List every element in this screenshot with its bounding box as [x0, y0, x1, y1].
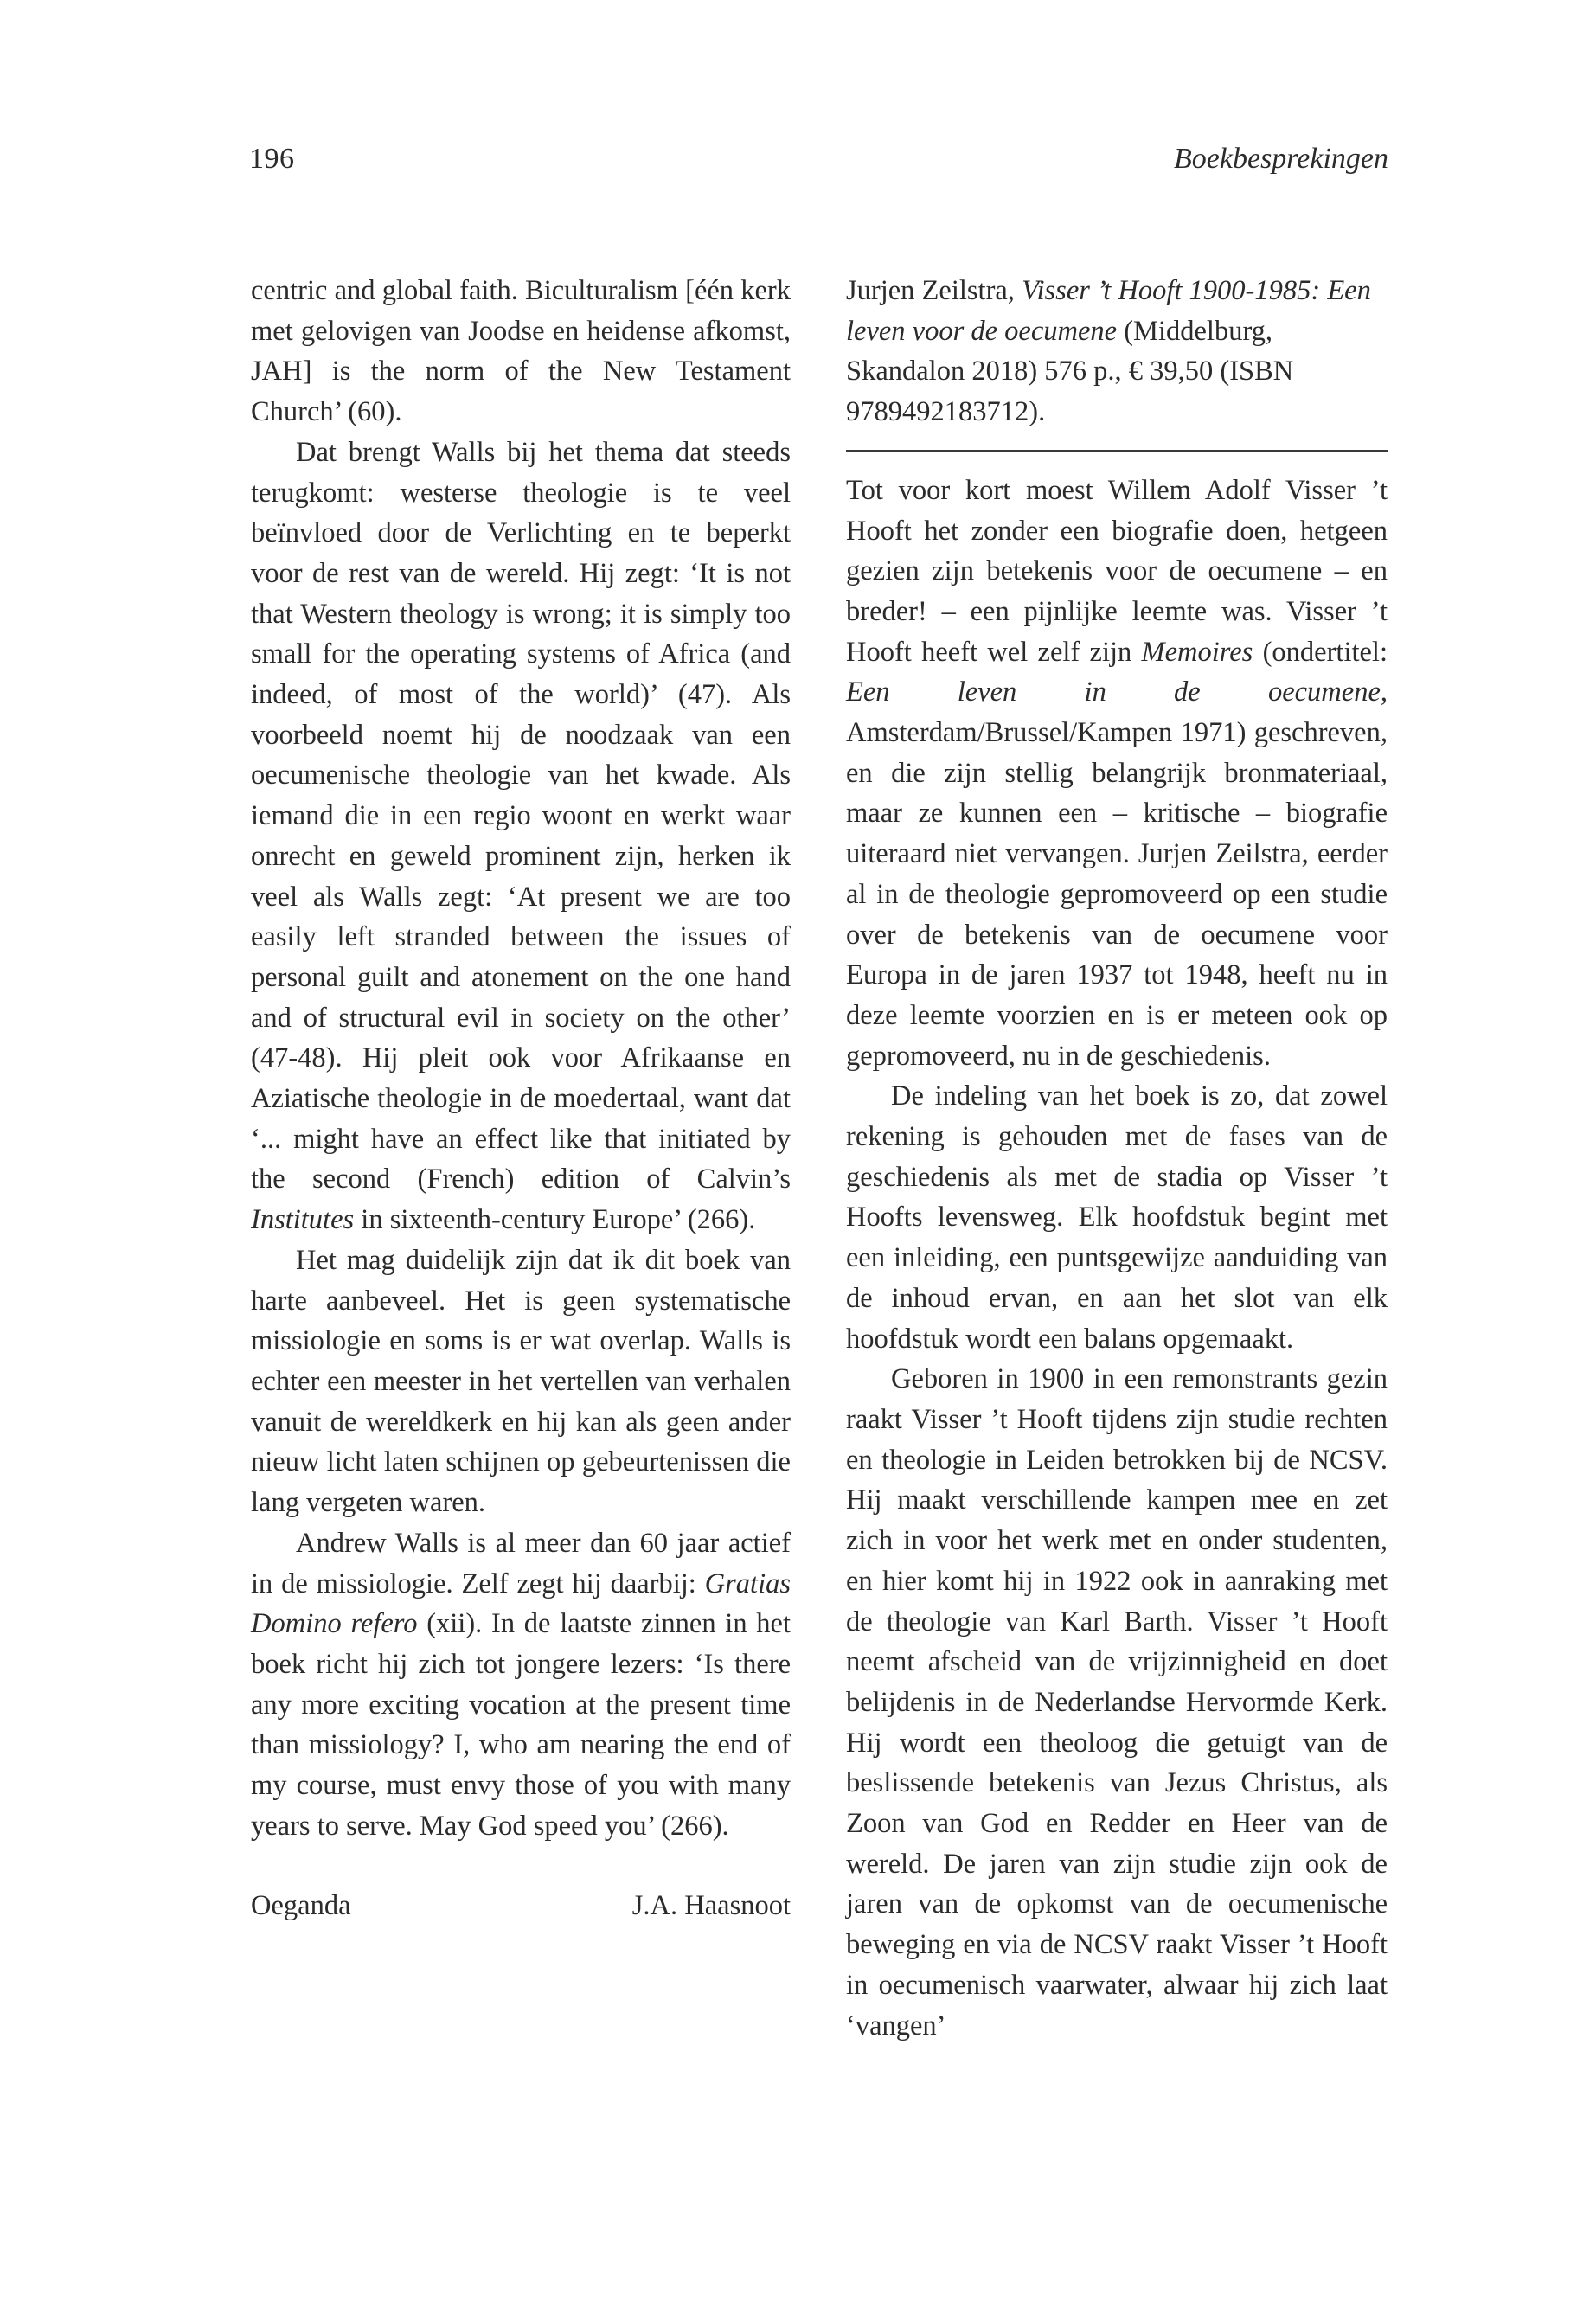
paragraph	[846, 471, 1388, 1077]
left-column	[251, 271, 791, 1926]
right-column	[846, 271, 1388, 2046]
italic-quote: Gratias Domino refero	[251, 1567, 791, 1640]
italic-title: Institutes	[251, 1204, 355, 1236]
book-reference	[846, 271, 1388, 433]
paragraph-text: (ondertitel:	[1253, 636, 1388, 668]
paragraph: Geboren in 1900 in een remonstrants gezin raakt Visser ’t Hooft tijdens zijn studie rechten en theologie in Leiden betrokken bij de NCSV. Hij maakt verschillende kampen mee en zet zich in voor het werk met en onder studenten, en hier komt hij in 1922 ook in aanraking met de theologie van Karl Barth. Visser ’t Hooft neemt afscheid van de vrijzinnigheid en doet belijdenis in de Nederlandse Hervormde Kerk. Hij wordt een theoloog die getuigt van de beslissende betekenis van Jezus Christus, als Zoon van God en Redder en Heer van de wereld. De jaren van zijn studie zijn ook de jaren van de opkomst van de oecumenische beweging en via de NCSV raakt Visser ’t Hooft in oecumenisch vaarwater, alwaar hij zich laat ‘vangen’	[846, 1363, 1388, 2041]
signature-author: J.A. Haasnoot	[631, 1890, 791, 1922]
paragraph	[251, 433, 791, 1240]
paragraph-text: (xii). In de laatste zinnen in het boek richt hij zich tot jongere lezers: ‘Is there any more exciting vocation at the present time than missiology? I, who am nearing the end of my course, must envy those of you with many years to serve. May God speed you’ (266).	[251, 1608, 792, 1842]
book-details: (Middelburg, Skandalon 2018) 576 p., € 39,50 (ISBN 9789492183712).	[846, 315, 1294, 428]
book-author: Jurjen Zeilstra,	[846, 275, 1022, 306]
paragraph-text: Andrew Walls is al meer dan 60 jaar actief in de missiologie. Zelf zegt hij daarbij:	[251, 1527, 791, 1599]
review-signature	[251, 1886, 791, 1926]
paragraph: De indeling van het boek is zo, dat zowel rekening is gehouden met de fases van de geschiedenis als met de stadia op Visser ’t Hoofts levensweg. Elk hoofdstuk begint met een inleiding, een puntsgewijze aanduiding van de inhoud ervan, en aan het slot van elk hoofdstuk wordt een balans opgemaakt.	[846, 1080, 1388, 1355]
paragraph	[251, 1523, 791, 1847]
page-number: 196	[249, 143, 295, 175]
running-head: Boekbesprekingen	[1174, 143, 1388, 175]
paragraph-text: Tot voor kort moest Willem Adolf Visser ’t Hooft het zonder een biografie doen, hetgeen gezien zijn betekenis voor de oecumene – en breder! – een pijnlijke leemte was. Visser ’t Hooft heeft wel zelf zijn	[846, 474, 1388, 668]
paragraph: centric and global faith. Biculturalism [één kerk met gelovigen van Joodse en heidense afkomst, JAH] is the norm of the New Testament Church’ (60).	[251, 275, 791, 428]
paragraph-text: Dat brengt Walls bij het thema dat steeds terugkomt: westerse theologie is te veel beïnvloed door de Verlichting en te beperkt voor de rest van de wereld. Hij zegt: ‘It is not that Western theology is wrong; it is simply too small for the operating systems of Africa (and indeed, of most of the world)’ (47). Als voorbeeld noemt hij de noodzaak van een oecumenische theologie van het kwade. Als iemand die in een regio woont en werkt waar onrecht en geweld prominent zijn, herken ik veel als Walls zegt: ‘At present we are too easily left stranded between the issues of personal guilt and atonement on the one hand and of structural evil in society on the other’ (47-48). Hij pleit ook voor Afrikaanse en Aziatische theologie in de moedertaal, want dat ‘... might have an effect like that initiated by the second (French) edition of Calvin’s	[251, 436, 791, 1195]
paragraph-text: in sixteenth-century Europe’ (266).	[354, 1204, 756, 1236]
signature-place: Oeganda	[251, 1890, 351, 1922]
divider-rule	[846, 450, 1388, 452]
paragraph-text: , Amsterdam/Brussel/Kampen 1971) geschreven, en die zijn stellig belangrijk bronmateriaal, maar ze kunnen een – kritische – biografie uiteraard niet vervangen. Jurjen Zeilstra, eerder al in de theologie gepromoveerd op een studie over de betekenis van de oecumene voor Europa in de jaren 1937 tot 1948, heeft nu in deze leemte voorzien en is er meteen ook op gepromoveerd, nu in de geschiedenis.	[846, 676, 1388, 1072]
book-title: Visser ’t Hooft 1900-1985: Een leven voor de oecumene	[846, 275, 1371, 347]
italic-title: Een leven in de oecumene	[846, 676, 1381, 708]
italic-title: Memoires	[1141, 636, 1253, 668]
paragraph: Het mag duidelijk zijn dat ik dit boek van harte aanbeveel. Het is geen systematische missiologie en soms is er wat overlap. Walls is echter een meester in het vertellen van verhalen vanuit de wereldkerk en hij kan als geen ander nieuw licht laten schijnen op gebeurtenissen die lang vergeten waren.	[251, 1244, 791, 1519]
